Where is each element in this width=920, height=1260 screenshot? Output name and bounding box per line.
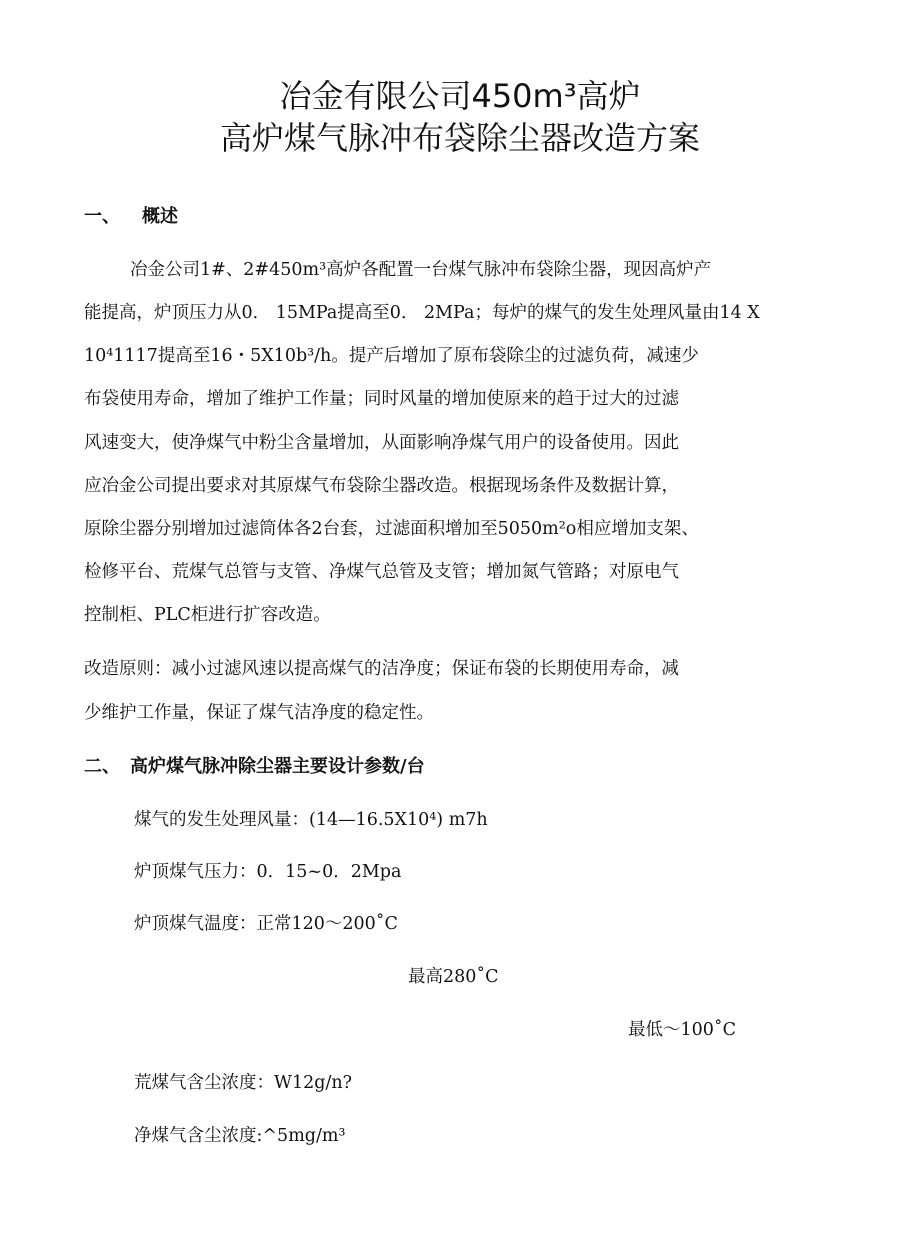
overview-line-6: 应冶金公司提出要求对其原煤气布袋除尘器改造。根据现场条件及数据计算， [84, 476, 679, 496]
principle-line-1: 改造原则：减小过滤风速以提高煤气的洁净度；保证布袋的长期使用寿命，减 [84, 659, 679, 679]
document-title-line2: 高炉煤气脉冲布袋除尘器改造方案 [219, 119, 700, 157]
overview-line-1: 冶金公司1#、2#450m³高炉各配置一台煤气脉冲布袋除尘器，现因高炉产 [130, 260, 712, 280]
param-top-temp-max: 最高280˚C [408, 967, 499, 987]
section2-heading [84, 754, 425, 780]
overview-line-3: 10⁴1117提高至16・5X10b³/h。提产后增加了原布袋除尘的过滤负荷，减速少 [84, 346, 699, 366]
param-top-temp-min: 最低～100˚C [628, 1020, 737, 1040]
param-top-temp-normal: 炉顶煤气温度：正常120～200˚C [134, 914, 398, 934]
principle-line-2: 少维护工作量，保证了煤气洁净度的稳定性。 [84, 703, 434, 723]
param-raw-dust: 荒煤气含尘浓度：W12g/n? [134, 1073, 353, 1093]
overview-line-2: 能提高，炉顶压力从0． 15MPa提高至0． 2MPa；每炉的煤气的发生处理风量由14 X [84, 303, 760, 323]
section1-heading [84, 204, 178, 230]
overview-line-8: 检修平台、荒煤气总管与支管、净煤气总管及支管；增加氮气管路；对原电气 [84, 562, 679, 582]
section1-title: 概述 [142, 206, 178, 227]
section2-title: 高炉煤气脉冲除尘器主要设计参数/台 [130, 756, 425, 777]
section2-number: 二、 [84, 756, 120, 777]
param-top-pressure: 炉顶煤气压力：0．15~0．2Mpa [134, 862, 402, 882]
section1-number: 一、 [84, 206, 120, 227]
document-title-line1: 冶金有限公司450m³高炉 [279, 77, 641, 115]
param-clean-dust: 净煤气含尘浓度:^5mg/m³ [134, 1126, 346, 1146]
overview-line-4: 布袋使用寿命，增加了维护工作量；同时风量的增加使原来的趋于过大的过滤 [84, 389, 679, 409]
overview-line-7: 原除尘器分别增加过滤筒体各2台套，过滤面积增加至5050m²o相应增加支架、 [84, 519, 699, 539]
overview-line-9: 控制柜、PLC柜进行扩容改造。 [84, 605, 331, 625]
param-gas-flow: 煤气的发生处理风量：(14—16.5X10⁴) m7h [134, 810, 488, 830]
overview-line-5: 风速变大，使净煤气中粉尘含量增加，从面影响净煤气用户的设备使用。因此 [84, 433, 679, 453]
